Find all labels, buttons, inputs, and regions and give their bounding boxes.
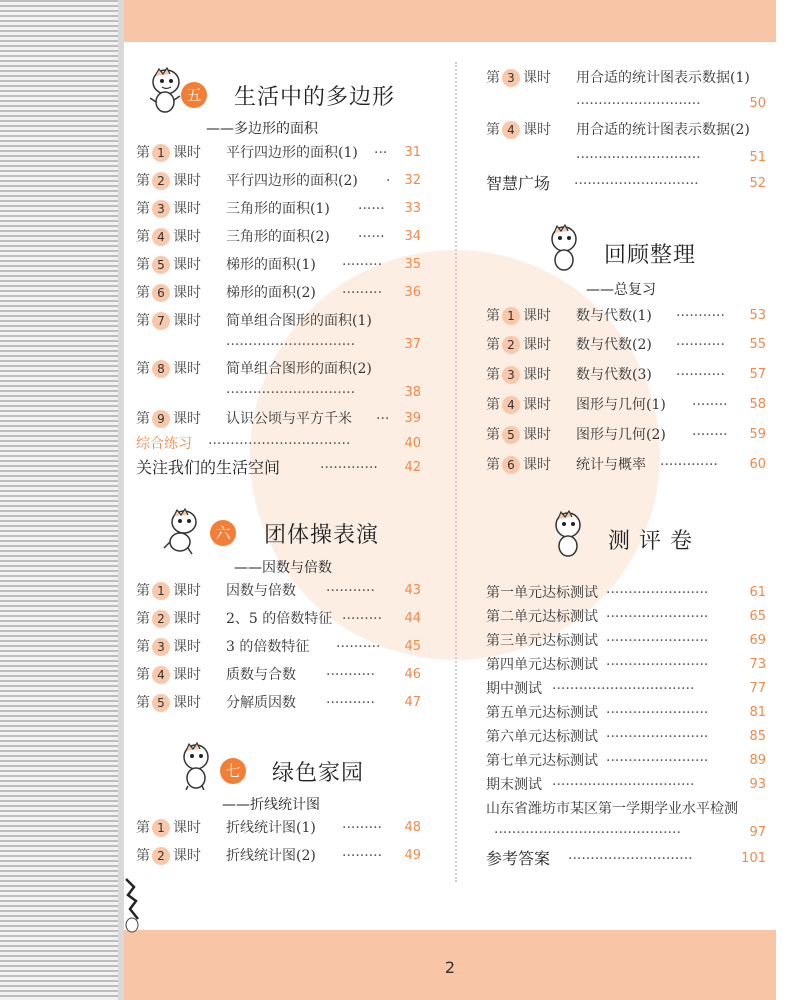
toc-extra-row[interactable] [136,433,421,455]
review-subtitle: ——总复习 [586,282,656,298]
page-ref: 38 [404,385,421,400]
top-band [124,0,776,42]
activity-title: 关注我们的生活空间 [136,458,281,477]
toc-lesson-row[interactable] [136,580,421,602]
test-title: 山东省潍坊市某区第一学期学业水平检测 [486,801,738,817]
toc-lesson-row[interactable] [136,845,421,867]
column-divider [455,62,457,882]
toc-test-row[interactable] [486,654,766,676]
page-ref: 47 [404,695,421,710]
lesson-number-badge: 3 [502,69,520,87]
leader-dots: ········· [342,285,383,301]
leader-dots: ······················· [606,729,709,745]
lesson-number-badge: 4 [152,228,170,246]
lesson-title: 认识公顷与平方千米 [226,411,352,427]
toc-lesson-row[interactable] [136,408,421,430]
page-ref: 58 [749,397,766,412]
lesson-title: 平行四边形的面积(2) [226,173,358,189]
lesson-suffix: 课时 [523,70,551,86]
lesson-number-badge: 5 [152,694,170,712]
toc-test-row[interactable] [486,774,766,796]
answers-title: 参考答案 [486,849,551,868]
lesson-number-badge: 6 [152,284,170,302]
lesson-title: 三角形的面积(1) [226,201,330,217]
leader-dots: ···························· [576,96,701,112]
tests-title: 测 评 卷 [608,529,693,554]
lesson-suffix: 课时 [173,695,201,711]
leader-dots: ········ [692,397,728,413]
toc-extra-row[interactable] [486,173,766,195]
page-ref: 77 [749,681,766,696]
leader-dots: · [386,173,391,189]
page-ref: 45 [404,639,421,654]
review-header [486,224,766,272]
lesson-prefix: 第 [486,337,500,353]
unit-7-header [136,742,421,790]
lesson-title: 图形与几何(1) [576,397,666,413]
tests-header [486,510,766,558]
toc-lesson-row[interactable] [486,454,766,476]
toc-test-row[interactable] [486,582,766,604]
lesson-title: 用合适的统计图表示数据(2) [576,122,750,138]
page-ref: 60 [749,457,766,472]
lesson-prefix: 第 [136,411,150,427]
lesson-title: 质数与合数 [226,667,296,683]
lesson-number-badge: 3 [152,638,170,656]
leader-dots: ········· [342,820,383,836]
page-ref: 69 [749,633,766,648]
lesson-prefix: 第 [136,695,150,711]
lesson-title: 梯形的面积(1) [226,257,316,273]
toc-extra-row[interactable] [136,457,421,479]
toc-test-row[interactable] [486,702,766,724]
page-ref: 65 [749,609,766,624]
toc-extra-row[interactable] [486,848,766,870]
leader-dots: ···························· [568,851,693,867]
lesson-prefix: 第 [486,397,500,413]
dinosaur-mascot-icon [548,510,588,558]
lesson-title: 折线统计图(1) [226,820,316,836]
lesson-suffix: 课时 [173,411,201,427]
toc-lesson-row[interactable] [486,364,766,386]
lesson-title: 数与代数(3) [576,367,652,383]
toc-test-row[interactable] [486,750,766,772]
lesson-prefix: 第 [136,313,150,329]
lesson-title: 三角形的面积(2) [226,229,330,245]
lesson-suffix: 课时 [523,337,551,353]
page-ref: 33 [404,201,421,216]
leader-dots: ··········· [326,695,375,711]
test-title: 第四单元达标测试 [486,657,598,673]
test-title: 第三单元达标测试 [486,633,598,649]
lesson-prefix: 第 [136,820,150,836]
lesson-number-badge: 1 [152,582,170,600]
lesson-suffix: 课时 [523,122,551,138]
lesson-prefix: 第 [486,122,500,138]
page-ref: 36 [404,285,421,300]
wisdom-title: 智慧广场 [486,174,551,193]
lesson-suffix: 课时 [173,229,201,245]
dinosaur-mascot-icon [176,742,216,790]
lesson-prefix: 第 [136,173,150,189]
lesson-prefix: 第 [486,367,500,383]
leader-dots: ········· [342,848,383,864]
lesson-suffix: 课时 [173,173,201,189]
lesson-number-badge: 1 [502,307,520,325]
toc-continuation-row[interactable] [136,334,421,356]
lesson-number-badge: 5 [152,256,170,274]
lesson-number-badge: 4 [502,396,520,414]
unit-badge: 六 [210,520,236,546]
page-ref: 35 [404,257,421,272]
lesson-title: 图形与几何(2) [576,427,666,443]
page-ref: 59 [749,427,766,442]
lesson-title: 梯形的面积(2) [226,285,316,301]
lesson-title: 平行四边形的面积(1) [226,145,358,161]
toc-lesson-row[interactable] [136,310,421,332]
toc-test-row[interactable] [486,606,766,628]
lesson-prefix: 第 [136,229,150,245]
leader-dots: ·········· [336,639,381,655]
page-ref: 55 [749,337,766,352]
toc-test-row[interactable] [486,678,766,700]
page-ref: 31 [404,145,421,160]
page-ref: 32 [404,173,421,188]
leader-dots: ······ [358,201,385,217]
toc-lesson-row[interactable] [136,170,421,192]
toc-continuation-row[interactable] [486,147,766,169]
lesson-title: 分解质因数 [226,695,296,711]
page-ref: 101 [741,851,766,866]
toc-continuation-row[interactable] [486,822,766,844]
lesson-suffix: 课时 [173,611,201,627]
unit-subtitle: ——因数与倍数 [234,560,332,576]
dinosaur-mascot-icon [544,224,584,272]
test-title: 期中测试 [486,681,542,697]
toc-lesson-row[interactable] [136,358,421,380]
page-ref: 50 [749,96,766,111]
lesson-title: 数与代数(2) [576,337,652,353]
lesson-prefix: 第 [486,427,500,443]
lesson-number-badge: 6 [502,456,520,474]
leader-dots: ··········· [676,337,725,353]
page-ref: 85 [749,729,766,744]
toc-test-row[interactable] [486,798,766,820]
toc-lesson-row[interactable] [136,198,421,220]
toc-lesson-row[interactable] [486,67,766,89]
page-ref: 89 [749,753,766,768]
lesson-prefix: 第 [136,667,150,683]
lesson-title: 因数与倍数 [226,583,296,599]
toc-continuation-row[interactable] [486,93,766,115]
page-ref: 51 [749,150,766,165]
review-title: 回顾整理 [604,243,697,268]
leader-dots: ································ [208,436,351,452]
page-ref: 43 [404,583,421,598]
page-ref: 73 [749,657,766,672]
lesson-number-badge: 2 [152,847,170,865]
page-ref: 57 [749,367,766,382]
lesson-prefix: 第 [136,361,150,377]
test-title: 第六单元达标测试 [486,729,598,745]
leader-dots: ····························· [226,385,356,401]
toc-lesson-row[interactable] [136,692,421,714]
book-spine [0,0,124,1000]
unit-title: 绿色家园 [272,761,365,786]
lesson-suffix: 课时 [173,583,201,599]
page-number: 2 [444,958,456,977]
page-ref: 48 [404,820,421,835]
leader-dots: ··········· [326,583,375,599]
leader-dots: ····························· [226,337,356,353]
lesson-suffix: 课时 [173,313,201,329]
leader-dots: ··········· [676,367,725,383]
lesson-number-badge: 2 [152,172,170,190]
lesson-title: 折线统计图(2) [226,848,316,864]
lesson-number-badge: 3 [152,200,170,218]
lesson-prefix: 第 [136,285,150,301]
lesson-suffix: 课时 [173,257,201,273]
page-ref: 44 [404,611,421,626]
leader-dots: ······················· [606,753,709,769]
leader-dots: ··· [376,411,390,427]
toc-lesson-row[interactable] [136,226,421,248]
lesson-prefix: 第 [136,611,150,627]
leader-dots: ······················· [606,705,709,721]
leader-dots: ······················· [606,657,709,673]
lesson-title: 2、5 的倍数特征 [226,611,333,627]
page-ref: 49 [404,848,421,863]
leader-dots: ··· [374,145,388,161]
lesson-suffix: 课时 [173,145,201,161]
lesson-prefix: 第 [136,201,150,217]
lesson-number-badge: 9 [152,410,170,428]
lesson-title: 用合适的统计图表示数据(1) [576,70,750,86]
lesson-suffix: 课时 [523,397,551,413]
lesson-suffix: 课时 [523,367,551,383]
lesson-number-badge: 1 [152,819,170,837]
lesson-suffix: 课时 [173,201,201,217]
toc-test-row[interactable] [486,630,766,652]
toc-lesson-row[interactable] [136,282,421,304]
leader-dots: ········· [342,611,383,627]
toc-lesson-row[interactable] [486,424,766,446]
page-ref: 42 [404,460,421,475]
leader-dots: ···························· [576,150,701,166]
leader-dots: ······················· [606,585,709,601]
lesson-title: 数与代数(1) [576,308,652,324]
lesson-number-badge: 3 [502,366,520,384]
page-ref: 53 [749,308,766,323]
dinosaur-mascot-icon [146,66,186,114]
lesson-title: 简单组合图形的面积(2) [226,361,372,377]
test-title: 第五单元达标测试 [486,705,598,721]
leader-dots: ······················· [606,609,709,625]
lesson-number-badge: 2 [152,610,170,628]
page-ref: 93 [749,777,766,792]
leader-dots: ······················· [606,633,709,649]
toc-lesson-row[interactable] [486,394,766,416]
unit-5-header [136,66,421,114]
leader-dots: ······ [358,229,385,245]
page-ref: 40 [404,436,421,451]
unit-title: 团体操表演 [264,523,380,548]
lesson-number-badge: 8 [152,360,170,378]
page-ref: 52 [749,176,766,191]
test-title: 期末测试 [486,777,542,793]
leader-dots: ···························· [574,176,699,192]
unit-subtitle: ——折线统计图 [222,797,320,813]
page-ref: 81 [749,705,766,720]
unit-subtitle: ——多边形的面积 [206,121,318,137]
toc-continuation-row[interactable] [136,382,421,404]
unit-badge: 五 [181,82,207,108]
lesson-prefix: 第 [136,257,150,273]
page-ref: 46 [404,667,421,682]
test-title: 第七单元达标测试 [486,753,598,769]
lesson-number-badge: 4 [502,121,520,139]
spine-edge [118,0,124,1000]
lesson-suffix: 课时 [523,427,551,443]
unit-6-header [136,508,421,556]
lesson-suffix: 课时 [173,285,201,301]
lesson-number-badge: 7 [152,312,170,330]
leader-dots: ·········································· [494,825,681,841]
test-title: 第一单元达标测试 [486,585,598,601]
test-title: 第二单元达标测试 [486,609,598,625]
toc-lesson-row[interactable] [136,636,421,658]
lesson-prefix: 第 [486,457,500,473]
lesson-title: 简单组合图形的面积(1) [226,313,372,329]
unit-badge: 七 [220,758,246,784]
dinosaur-mascot-icon [162,508,202,556]
toc-lesson-row[interactable] [136,817,421,839]
toc-lesson-row[interactable] [136,608,421,630]
leader-dots: ············· [320,460,378,476]
lesson-prefix: 第 [136,639,150,655]
toc-lesson-row[interactable] [136,142,421,164]
lesson-prefix: 第 [136,145,150,161]
toc-lesson-row[interactable] [136,664,421,686]
lesson-prefix: 第 [136,848,150,864]
lesson-suffix: 课时 [173,667,201,683]
toc-lesson-row[interactable] [486,305,766,327]
leader-dots: ··········· [326,667,375,683]
page-ref: 37 [404,337,421,352]
lesson-prefix: 第 [486,70,500,86]
lesson-suffix: 课时 [173,639,201,655]
page-ref: 34 [404,229,421,244]
lesson-number-badge: 2 [502,336,520,354]
lesson-suffix: 课时 [523,457,551,473]
leader-dots: ································ [552,777,695,793]
lesson-prefix: 第 [486,308,500,324]
leader-dots: ········· [342,257,383,273]
page-ref: 97 [749,825,766,840]
lesson-title: 3 的倍数特征 [226,639,310,655]
lesson-suffix: 课时 [173,361,201,377]
lesson-number-badge: 4 [152,666,170,684]
lesson-suffix: 课时 [173,848,201,864]
toc-lesson-row[interactable] [486,119,766,141]
lesson-title: 统计与概率 [576,457,646,473]
page-ref: 39 [404,411,421,426]
leader-dots: ············· [660,457,718,473]
unit-title: 生活中的多边形 [234,85,396,110]
lesson-number-badge: 1 [152,144,170,162]
page-ref: 61 [749,585,766,600]
practice-title: 综合练习 [136,436,192,452]
toc-lesson-row[interactable] [486,334,766,356]
lesson-suffix: 课时 [173,820,201,836]
toc-test-row[interactable] [486,726,766,748]
leader-dots: ········ [692,427,728,443]
leader-dots: ································ [552,681,695,697]
lesson-prefix: 第 [136,583,150,599]
lesson-number-badge: 5 [502,426,520,444]
lesson-suffix: 课时 [523,308,551,324]
corner-character-icon [124,875,144,935]
toc-lesson-row[interactable] [136,254,421,276]
leader-dots: ··········· [676,308,725,324]
